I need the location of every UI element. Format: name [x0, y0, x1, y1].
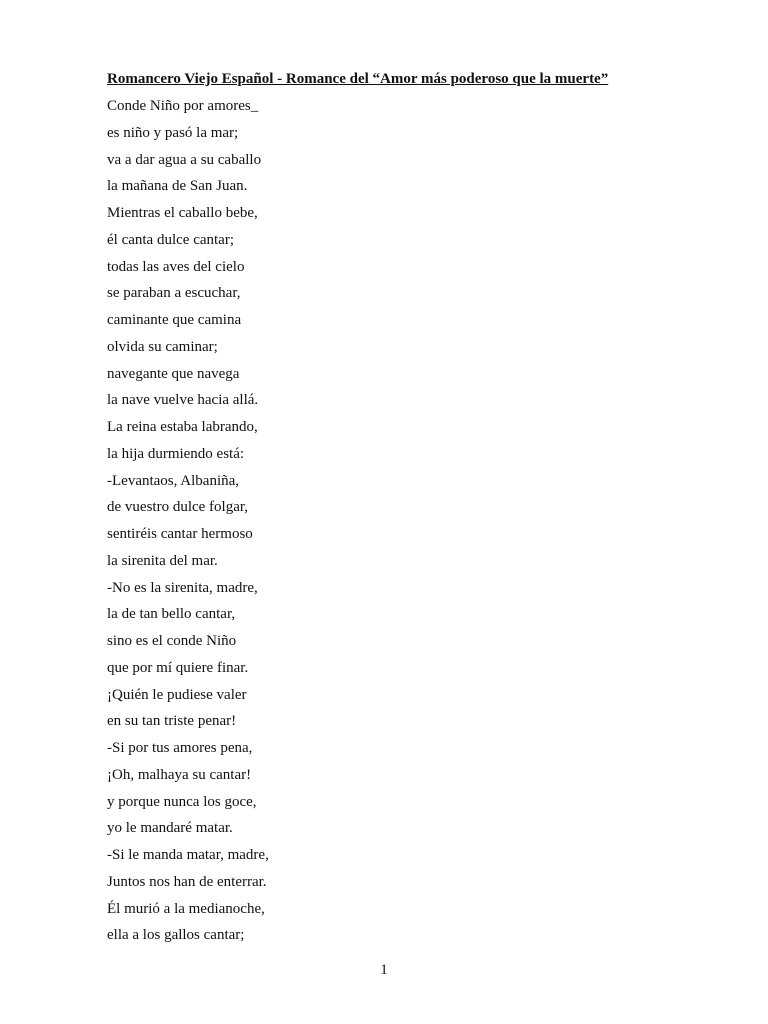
verse-line: -Si por tus amores pena, — [107, 740, 253, 756]
verse-line: se paraban a escuchar, — [107, 285, 241, 302]
poem-verses — [107, 96, 269, 952]
verse-line: la de tan bello cantar, — [107, 606, 236, 623]
verse-line: y porque nunca los goce, — [107, 793, 257, 810]
verse-line: la sirenita del mar. — [107, 552, 218, 569]
verse-line: sentiréis cantar hermoso — [107, 526, 253, 542]
verse-line: -No es la sirenita, madre, — [107, 579, 258, 596]
verse-line: ¡Quién le pudiese valer — [107, 686, 247, 703]
verse-line: todas las aves del cielo — [107, 258, 245, 275]
verse-line: que por mí quiere finar. — [107, 659, 249, 676]
verse-line: en su tan triste penar! — [107, 713, 237, 730]
verse-line: navegante que navega — [107, 365, 240, 382]
verse-line: la hija durmiendo está: — [107, 445, 245, 462]
verse-line: la mañana de San Juan. — [107, 178, 248, 195]
verse-line: la nave vuelve hacia allá. — [107, 392, 259, 409]
verse-line: caminante que camina — [107, 312, 242, 328]
verse-line: -Levantaos, Albaniña, — [107, 472, 240, 489]
verse-line: sino es el conde Niño — [107, 633, 237, 649]
verse-line: ¡Oh, malhaya su cantar! — [107, 766, 252, 783]
verse-line: -Si le manda matar, madre, — [107, 847, 269, 863]
verse-line: Él murió a la medianoche, — [107, 900, 265, 917]
page-number: 1 — [380, 962, 388, 978]
verse-line: yo le mandaré matar. — [107, 820, 233, 837]
verse-line: ella a los gallos cantar; — [107, 927, 245, 944]
verse-line: va a dar agua a su caballo — [107, 151, 262, 168]
verse-line: de vuestro dulce folgar, — [107, 499, 249, 516]
verse-line: La reina estaba labrando, — [107, 419, 258, 435]
verse-line: Juntos nos han de enterrar. — [107, 873, 267, 890]
verse-line: es niño y pasó la mar; — [107, 124, 239, 141]
verse-line: él canta dulce cantar; — [107, 231, 235, 248]
verse-line: Mientras el caballo bebe, — [107, 205, 258, 221]
verse-line: olvida su caminar; — [107, 338, 218, 355]
verse-line: Conde Niño por amores_ — [107, 98, 259, 114]
document-title: Romancero Viejo Español - Romance del “Amor más poderoso que la muerte” — [107, 71, 609, 87]
